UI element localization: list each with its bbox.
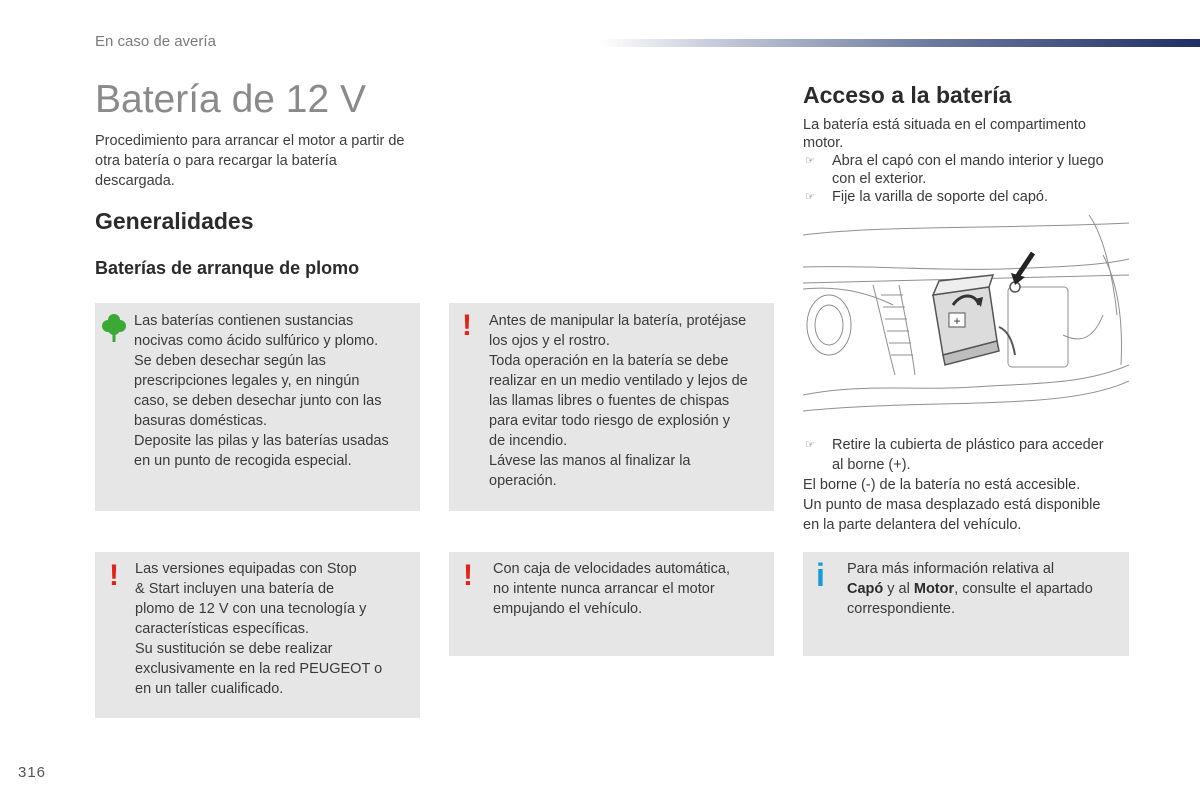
- step-line: Abra el capó con el mando interior y luego: [832, 153, 1104, 169]
- warning-line: para evitar todo riesgo de explosión y: [489, 413, 731, 429]
- warning-line: empujando el vehículo.: [493, 601, 643, 617]
- warning-box-stopstart: [95, 552, 420, 718]
- warning-manipular-text: [489, 311, 771, 491]
- warning-line: los ojos y el rostro.: [489, 333, 610, 349]
- eco-line: Deposite las pilas y las baterías usadas: [134, 433, 389, 449]
- heading-baterias-plomo: Baterías de arranque de plomo: [95, 258, 360, 278]
- warning-line: las llamas libres o fuentes de chispas: [489, 393, 730, 409]
- warning-line: Las versiones equipadas con Stop: [135, 561, 357, 577]
- pointing-hand-icon: ☞: [805, 191, 815, 203]
- warning-line: & Start incluyen una batería de: [135, 581, 335, 597]
- step-line: Retire la cubierta de plástico para acceder: [832, 437, 1104, 453]
- warning-line: Lávese las manos al finalizar la: [489, 453, 691, 469]
- paragraph-line: motor.: [803, 135, 844, 151]
- warning-line: exclusivamente en la red PEUGEOT o: [135, 661, 383, 677]
- paragraph-line: en la parte delantera del vehículo.: [803, 517, 1022, 533]
- paragraph-line: Un punto de masa desplazado está disponible: [803, 497, 1101, 513]
- eco-line: basuras domésticas.: [134, 413, 267, 429]
- section-label: En caso de avería: [95, 33, 216, 50]
- paragraph-line: La batería está situada en el compartimento: [803, 117, 1086, 133]
- header-gradient-bar: [600, 39, 1200, 47]
- warning-line: Con caja de velocidades automática,: [493, 561, 730, 577]
- eco-line: Las baterías contienen sustancias: [134, 313, 354, 329]
- info-note-box: [803, 552, 1129, 656]
- heading-acceso-bateria: Acceso a la batería: [803, 82, 1012, 108]
- info-line: Para más información relativa al: [847, 561, 1055, 577]
- engine-bay-illustration: [803, 215, 1129, 425]
- warning-line: Su sustitución se debe realizar: [135, 641, 333, 657]
- warning-exclamation-icon: !: [109, 559, 119, 592]
- info-icon: i: [816, 557, 825, 593]
- paragraph-line: El borne (-) de la batería no está accesible.: [803, 477, 1081, 493]
- eco-line: en un punto de recogida especial.: [134, 453, 352, 469]
- warning-line: plomo de 12 V con una tecnología y: [135, 601, 367, 617]
- step-line: al borne (+).: [832, 457, 911, 473]
- step-line: Fije la varilla de soporte del capó.: [832, 189, 1049, 205]
- warning-box-caja: [449, 552, 774, 656]
- eco-line: prescripciones legales y, en ningún: [134, 373, 360, 389]
- heading-generalidades: Generalidades: [95, 208, 254, 234]
- warning-line: en un taller cualificado.: [135, 681, 284, 697]
- info-text-fragment: , consulte el apartado: [954, 581, 1093, 597]
- eco-line: caso, se deben desechar junto con las: [134, 393, 382, 409]
- link-motor: Motor: [913, 581, 955, 597]
- recycle-leaf-icon: [101, 313, 127, 348]
- warning-line: Antes de manipular la batería, protéjase: [489, 313, 747, 329]
- warning-caja-text: [493, 559, 771, 619]
- pointing-hand-icon: ☞: [805, 439, 815, 451]
- warning-line: operación.: [489, 473, 557, 489]
- intro-paragraph: Procedimiento para arrancar el motor a partir de otra batería o para recargar la batería descargada.: [95, 133, 405, 189]
- warning-line: Toda operación en la batería se debe: [489, 353, 729, 369]
- warning-stopstart-text: [135, 559, 417, 699]
- info-line: [847, 579, 1125, 599]
- info-line: correspondiente.: [847, 601, 956, 617]
- page-number: 316: [18, 764, 47, 781]
- pointing-hand-icon: ☞: [805, 155, 815, 167]
- page-title: Batería de 12 V: [95, 78, 367, 121]
- step-line: con el exterior.: [832, 171, 927, 187]
- warning-line: realizar en un medio ventilado y lejos de: [489, 373, 748, 389]
- battery-plus-label: +: [953, 314, 961, 328]
- eco-line: nocivas como ácido sulfúrico y plomo.: [134, 333, 379, 349]
- warning-line: de incendio.: [489, 433, 568, 449]
- eco-note-box: [95, 303, 420, 511]
- warning-line: características específicas.: [135, 621, 310, 637]
- warning-box-manipular: [449, 303, 774, 511]
- warning-exclamation-icon: !: [462, 309, 472, 342]
- link-capo: Capó: [847, 581, 884, 597]
- warning-exclamation-icon: !: [463, 559, 473, 592]
- eco-note-text: [134, 311, 416, 471]
- warning-line: no intente nunca arrancar el motor: [493, 581, 715, 597]
- info-text-fragment: y al: [883, 581, 914, 597]
- eco-line: Se deben desechar según las: [134, 353, 326, 369]
- info-note-text: [847, 559, 1125, 619]
